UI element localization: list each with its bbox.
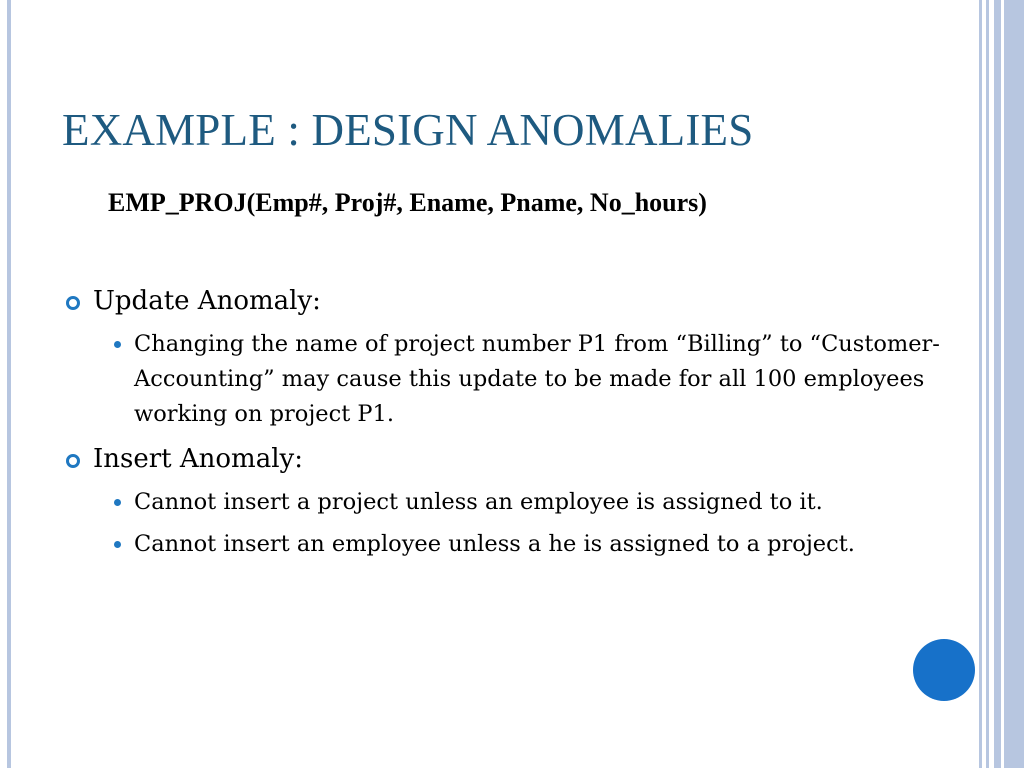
- slide-left-frame: [7, 0, 11, 768]
- spacer: [66, 320, 966, 327]
- dot-bullet-icon: [114, 499, 121, 506]
- dot-bullet-icon: [114, 541, 121, 548]
- frame-stripe: [994, 0, 1001, 768]
- list-item: [114, 485, 964, 520]
- slide-content: [66, 282, 966, 562]
- section-heading-insert: [66, 440, 966, 478]
- dot-bullet-icon: [114, 341, 121, 348]
- slide-title: EXAMPLE : DESIGN ANOMALIES: [62, 105, 754, 155]
- decorative-circle: [913, 639, 975, 701]
- list-item-text: Changing the name of project number P1 from “Billing” to “Customer-Accounting” may cause this update to be made for all 100 employees working on project P1.: [134, 331, 940, 427]
- slide-right-frame: [979, 0, 1024, 768]
- list-item-text: Cannot insert an employee unless a he is assigned to a project.: [134, 531, 855, 557]
- ring-bullet-icon: [66, 454, 80, 468]
- spacer: [66, 520, 966, 527]
- frame-stripe: [1004, 0, 1024, 768]
- section-heading-update: [66, 282, 966, 320]
- list-item: [114, 527, 964, 562]
- section-heading-label: Update Anomaly:: [93, 286, 321, 316]
- list-item: [114, 327, 964, 432]
- list-item-text: Cannot insert a project unless an employee is assigned to it.: [134, 489, 823, 515]
- spacer: [66, 478, 966, 485]
- ring-bullet-icon: [66, 296, 80, 310]
- schema-definition: EMP_PROJ(Emp#, Proj#, Ename, Pname, No_hours): [108, 188, 707, 217]
- section-heading-label: Insert Anomaly:: [93, 444, 303, 474]
- spacer: [66, 432, 966, 440]
